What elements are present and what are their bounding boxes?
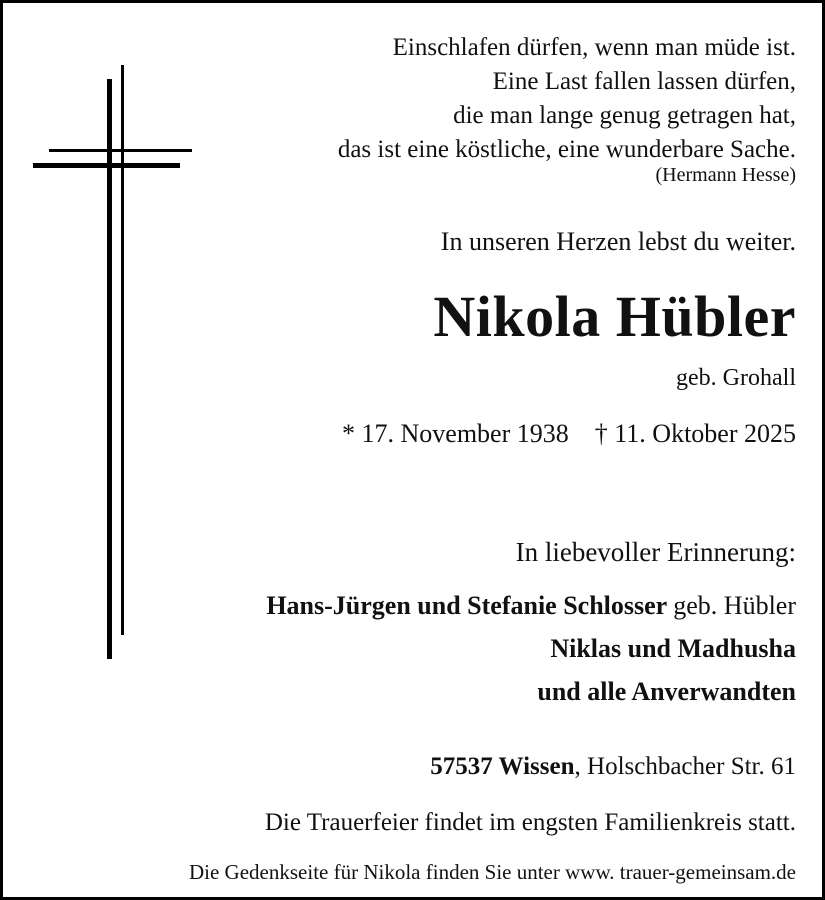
poem-line: Einschlafen dürfen, wenn man müde ist. — [392, 34, 796, 61]
address: 57537 Wissen, Holschbacher Str. 61 — [430, 753, 796, 780]
poem-line: Eine Last fallen lassen dürfen, — [492, 68, 796, 95]
family-line-3: und alle Anverwandten — [537, 677, 796, 706]
deceased-name: Nikola Hübler — [433, 284, 796, 349]
family-line-2: Niklas und Madhusha — [550, 634, 796, 663]
poem-author: (Hermann Hesse) — [655, 164, 796, 186]
family-names: Hans-Jürgen und Stefanie Schlosser — [266, 591, 667, 620]
memorial-page-note: Die Gedenkseite für Nikola finden Sie unter www. trauer-gemeinsam.de — [188, 860, 796, 884]
life-dates — [342, 419, 796, 449]
address-street: Holschbacher Str. 61 — [587, 753, 796, 780]
family-line-1 — [266, 584, 796, 627]
family-maiden-name: geb. Hübler — [673, 591, 796, 620]
family-list — [266, 584, 796, 713]
maiden-name: geb. Grohall — [676, 365, 796, 391]
memory-heading: In liebevoller Erinnerung: — [515, 537, 796, 567]
death-date: † 11. Oktober 2025 — [594, 419, 796, 448]
poem-line: das ist eine köstliche, eine wunderbare Sache. — [337, 136, 796, 163]
ceremony-note: Die Trauerfeier findet im engsten Familienkreis statt. — [264, 809, 796, 836]
intro-text: In unseren Herzen lebst du weiter. — [440, 227, 796, 256]
address-city: 57537 Wissen — [430, 753, 575, 780]
birth-date: * 17. November 1938 — [342, 419, 569, 448]
poem — [338, 31, 796, 167]
poem-line: die man lange genug getragen hat, — [453, 102, 796, 129]
